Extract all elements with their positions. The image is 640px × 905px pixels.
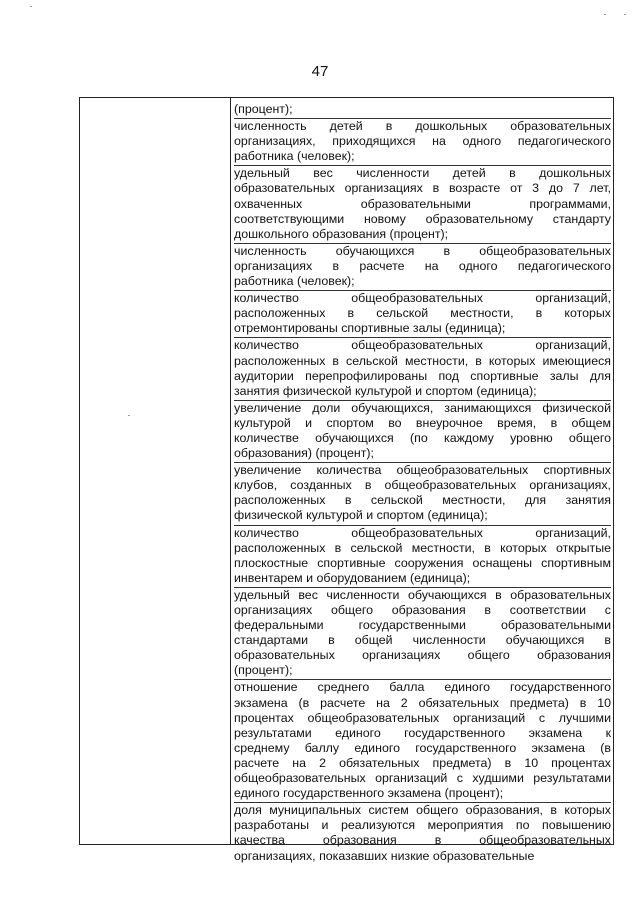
indicator-line: расположенных в сельской местности, в которых открытые bbox=[234, 540, 611, 555]
left-column-cell bbox=[80, 98, 230, 844]
indicator-line: общеобразовательных организаций с худшими результатами bbox=[234, 771, 611, 786]
indicator-line: федеральными государственными образовательными bbox=[234, 618, 611, 633]
indicator-line: образовательных организациях в возрасте от 3 до 7 лет, bbox=[234, 181, 611, 196]
indicator-line: количество общеобразовательных организаций, bbox=[234, 525, 611, 540]
indicator-line: охваченных образовательными программами, bbox=[234, 196, 611, 211]
indicator-line: работника (человек); bbox=[234, 274, 355, 289]
scan-speck bbox=[624, 14, 626, 15]
indicator-line: образования) (процент); bbox=[234, 446, 374, 461]
indicator-line: физической культурой и спортом (единица); bbox=[234, 508, 488, 523]
indicator-line: среднему баллу единого государственного экзамена (в bbox=[234, 740, 611, 755]
indicator-line: (процент); bbox=[234, 102, 293, 116]
indicator-entry bbox=[234, 338, 611, 400]
indicator-line: удельный вес численности обучающихся в образовательных bbox=[234, 587, 611, 602]
indicator-entry bbox=[234, 166, 611, 243]
indicator-entry bbox=[234, 291, 611, 338]
indicator-entry bbox=[234, 803, 611, 864]
indicator-line: расположенных в сельской местности, для занятия bbox=[234, 493, 611, 508]
indicator-line: расположенных в сельской местности, в которых имеющиеся bbox=[234, 353, 611, 368]
indicator-entry bbox=[234, 244, 611, 291]
indicator-line: расположенных в сельской местности, в которых bbox=[234, 306, 611, 321]
indicator-entry bbox=[234, 588, 611, 681]
indicator-line: работника (человек); bbox=[234, 149, 355, 164]
indicator-entry bbox=[234, 401, 611, 463]
indicator-line: результатами единого государственного экзамена к bbox=[234, 725, 611, 740]
scan-speck bbox=[30, 6, 32, 7]
scan-speck bbox=[604, 14, 606, 15]
indicator-line: плоскостные спортивные сооружения оснащены спортивным bbox=[234, 555, 611, 570]
indicator-line: организациях, показавших низкие образовательные bbox=[234, 848, 535, 863]
indicator-entry bbox=[234, 102, 611, 119]
indicator-line: численность детей в дошкольных образовательных bbox=[234, 119, 611, 134]
indicator-line: (процент); bbox=[234, 663, 293, 678]
indicator-line: инвентарем и оборудованием (единица); bbox=[234, 570, 471, 585]
indicator-line: процентах общеобразовательных организаций с лучшими bbox=[234, 710, 611, 725]
indicator-line: дошкольного образования (процент); bbox=[234, 226, 449, 241]
indicator-line: расчете на 2 обязательных предмета) в 10 процентах bbox=[234, 755, 611, 770]
indicator-entry bbox=[234, 526, 611, 588]
indicator-line: занятия физической культурой и спортом (единица); bbox=[234, 383, 537, 398]
indicator-line: единого государственного экзамена (процент); bbox=[234, 786, 504, 801]
indicator-line: организациях, приходящихся на одного педагогического bbox=[234, 134, 611, 149]
indicator-line: количество общеобразовательных организаций, bbox=[234, 291, 611, 306]
indicator-line: организациях общего образования в соответствии с bbox=[234, 603, 611, 617]
column-divider bbox=[230, 98, 231, 844]
indicator-line: стандартами в общей численности обучающихся в bbox=[234, 633, 611, 648]
indicator-line: клубов, созданных в общеобразовательных организациях, bbox=[234, 478, 611, 493]
indicator-line: отремонтированы спортивные залы (единица); bbox=[234, 321, 506, 336]
indicator-line: количестве обучающихся (по каждому уровню общего bbox=[234, 430, 611, 445]
scan-speck bbox=[128, 415, 130, 416]
indicator-line: увеличение количества общеобразовательных спортивных bbox=[234, 463, 611, 478]
indicator-line: соответствующими новому образовательному стандарту bbox=[234, 211, 611, 226]
indicator-line: экзамена (в расчете на 2 обязательных предмета) в 10 bbox=[234, 695, 611, 710]
indicator-line: разработаны и реализуются мероприятия по повышению bbox=[234, 818, 611, 833]
indicator-line: количество общеобразовательных организаций, bbox=[234, 338, 611, 353]
indicator-entry bbox=[234, 680, 611, 803]
indicator-line: образовательных организациях общего образования bbox=[234, 648, 611, 663]
page-number: 47 bbox=[311, 63, 329, 80]
indicator-line: удельный вес численности детей в дошкольных bbox=[234, 166, 611, 181]
indicator-table bbox=[79, 97, 614, 863]
indicator-line: численность обучающихся в общеобразовательных bbox=[234, 243, 611, 258]
indicator-line: увеличение доли обучающихся, занимающихся физической bbox=[234, 400, 611, 415]
indicator-entry bbox=[234, 119, 611, 166]
indicator-line: аудитории перепрофилированы под спортивные залы для bbox=[234, 368, 611, 383]
indicator-list bbox=[234, 102, 611, 863]
indicator-line: качества образования в общеобразовательных bbox=[234, 833, 611, 848]
indicator-line: отношение среднего балла единого государственного bbox=[234, 680, 611, 695]
indicator-entry bbox=[234, 463, 611, 525]
indicator-line: культурой и спортом во внеурочное время, в общем bbox=[234, 415, 611, 430]
indicator-line: доля муниципальных систем общего образования, в которых bbox=[234, 803, 611, 818]
indicator-line: организациях в расчете на одного педагогического bbox=[234, 258, 611, 273]
